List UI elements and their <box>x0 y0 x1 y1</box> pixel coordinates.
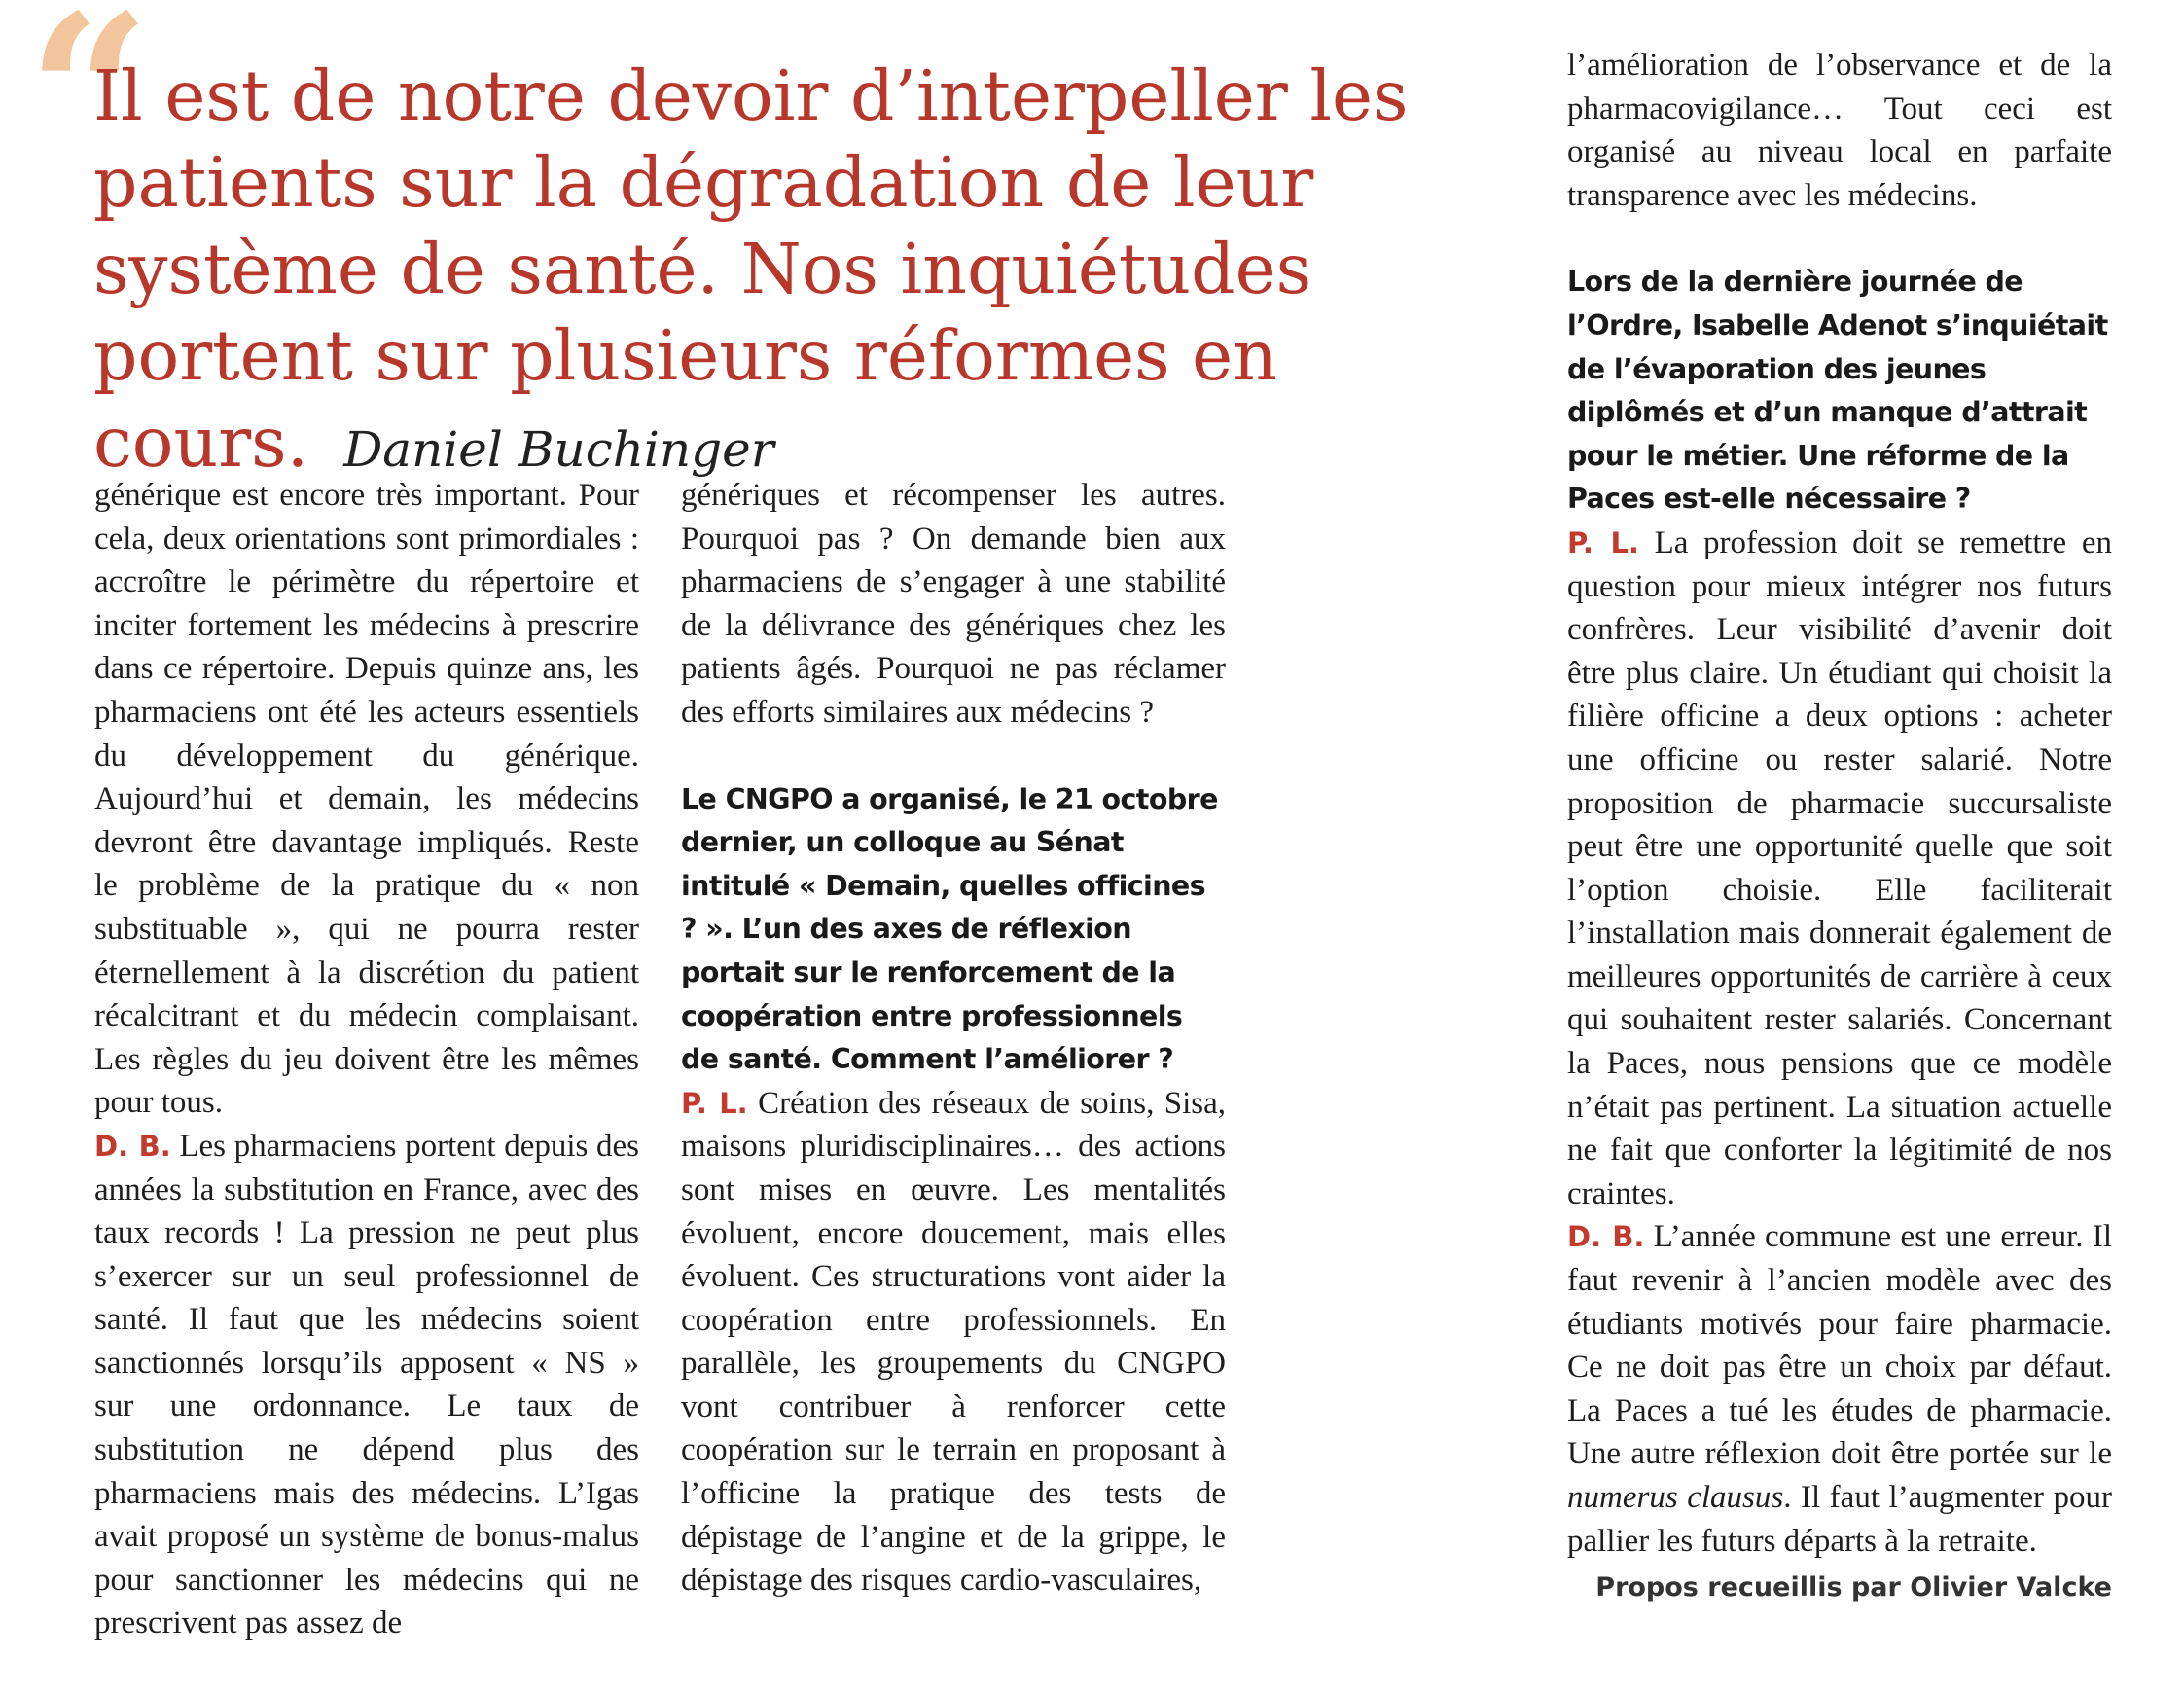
article-column-3 <box>1567 44 2112 1610</box>
speaker-initials: P. L. <box>1567 525 1639 559</box>
spacer <box>1567 217 2112 261</box>
italic-term: numerus clausus <box>1567 1480 1784 1515</box>
answer-text: Les pharmaciens portent depuis des années la substitution en France, avec des taux records ! La pression ne peut plus s’exercer sur un seul professionnel de santé. Il faut que les médecins soient sanctionnés lorsqu’ils apposent « NS » sur une ordonnance. Le taux de substitution ne dépend plus des pharmaciens mais des médecins. L’Igas avait proposé un système de bonus-malus pour sanctionner les médecins qui ne prescrivent pas assez de <box>94 1128 640 1641</box>
pull-quote-text: Il est de notre devoir d’interpeller les patients sur la dégradation de leur système de santé. Nos inquiétudes portent sur plusieurs réformes en cours. <box>93 55 1409 483</box>
answer-text-end: . Il faut l’augmenter pour pallier les futurs départs à la retraite. <box>1567 1480 2112 1559</box>
answer-text: Création des réseaux de soins, Sisa, maisons pluridisciplinaires… des actions sont mises en œuvre. Les mentalités évoluent, encore doucement, mais elles évoluent. Ces structurations vont aider la coopération entre professionnels. En parallèle, les groupements du CNGPO vont contribuer à renforcer cette coopération sur le terrain en proposant à l’officine la pratique des tests de dépistage de l’angine et de la grippe, le dépistage des risques cardio-vasculaires, <box>681 1085 1227 1599</box>
answer-paragraph <box>1567 522 2112 1216</box>
answer-text: La profession doit se remettre en question pour mieux intégrer nos futurs confrères. Leur visibilité d’avenir doit être plus claire. Un étudiant qui choisit la filière officine a deux options : acheter une officine ou rester salarié. Notre proposition de pharmacie succursaliste peut être une opportunité quelle que soit l’option choisie. Elle faciliterait l’installation mais donnerait également de meilleures opportunités de carrière à ceux qui souhaitent rester salariés. Concernant la Paces, nous pensions que ce modèle n’était pas pertinent. La situation actuelle ne fait que conforter la légitimité de nos craintes. <box>1567 524 2113 1211</box>
article-column-1 <box>94 474 639 1645</box>
speaker-initials: D. B. <box>94 1129 171 1163</box>
speaker-initials: P. L. <box>681 1086 748 1120</box>
answer-text: L’année commune est une erreur. Il faut revenir à l’ancien modèle avec des étudiants motivés pour faire pharmacie. Ce ne doit pas être un choix par défaut. La Paces a tué les études de pharmacie. Une autre réflexion doit être portée sur le <box>1567 1219 2113 1472</box>
answer-paragraph <box>1567 1215 2112 1563</box>
pull-quote-author: Daniel Buchinger <box>343 421 774 478</box>
spacer <box>681 735 1226 778</box>
paragraph: générique est encore très important. Pour cela, deux orientations sont primordiales : accroître le périmètre du répertoire et inciter fortement les médecins à prescrire dans ce répertoire. Depuis quinze ans, les pharmaciens ont été les acteurs essentiels du développement du générique. Aujourd’hui et demain, les médecins devront être davantage impliqués. Reste le problème de la pratique du « non substituable », qui ne pourra rester éternellement à la discrétion du patient récalcitrant et du médecin complaisant. Les règles du jeu doivent être les mêmes pour tous. <box>94 478 639 1121</box>
article-column-2 <box>681 474 1226 1603</box>
interview-question: Lors de la dernière journée de l’Ordre, Isabelle Adenot s’inquiétait de l’évaporation des jeunes diplômés et d’un manque d’attrait pour le métier. Une réforme de la Paces est-elle nécessaire ? <box>1567 266 2108 516</box>
interview-question: Le CNGPO a organisé, le 21 octobre dernier, un colloque au Sénat intitulé « Demain, quelles officines ? ». L’un des axes de réflexion portait sur le renforcement de la coopération entre professionnels de santé. Comment l’améliorer ? <box>681 782 1218 1076</box>
speaker-initials: D. B. <box>1567 1220 1645 1254</box>
paragraph: génériques et récompenser les autres. Pourquoi pas ? On demande bien aux pharmaciens de s’engager à une stabilité de la délivrance des génériques chez les patients âgés. Pourquoi ne pas réclamer des efforts similaires aux médecins ? <box>681 478 1226 730</box>
answer-paragraph <box>94 1125 639 1645</box>
paragraph: l’amélioration de l’observance et de la pharmacovigilance… Tout ceci est organisé au niveau local en parfaite transparence avec les médecins. <box>1567 48 2112 213</box>
answer-paragraph <box>681 1082 1226 1603</box>
pull-quote <box>93 53 1523 493</box>
opening-quote-mark: “ <box>27 0 151 219</box>
interview-credit: Propos recueillis par Olivier Valcke <box>1595 1572 2112 1604</box>
